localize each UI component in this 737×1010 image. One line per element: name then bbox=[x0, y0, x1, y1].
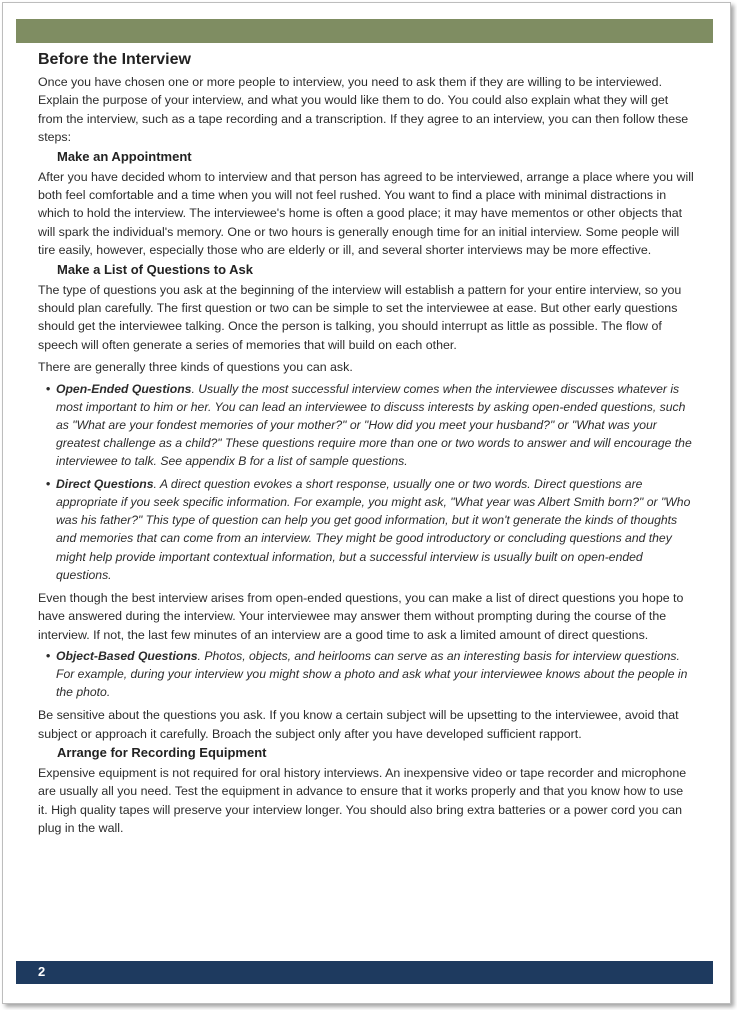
sensitivity-paragraph: Be sensitive about the questions you ask. If you know a certain subject will be upsetting to the interviewee, avoid that subject or approach it carefully. Broach the subject only after you have developed sufficient rapport. bbox=[38, 708, 679, 741]
open-ended-text: . Usually the most successful interview comes when the interviewee discusses whatever is most important to him or her. You can lead an interviewee to discuss interests by asking open-ended questions, such as "What are your fondest memories of your mother?" or "How did you meet your husband?" or "What was your greatest challenge as a child?" These questions require more than one or two words to answer and will encourage the interviewee to talk. See appendix B for a list of sample questions. bbox=[56, 381, 692, 469]
question-kinds-intro: There are generally three kinds of questions you can ask. bbox=[38, 360, 353, 375]
term-direct: Direct Questions bbox=[56, 477, 154, 492]
list-item-direct bbox=[38, 475, 694, 584]
list-item-object-based bbox=[38, 647, 694, 701]
appointment-paragraph: After you have decided whom to interview and that person has agreed to be interviewed, arrange a place where you will both feel comfortable and a time when you will not feel rushed. You want to find a place with minimal distractions in which to hold the interview. The interviewee's home is often a good place; it may have mementos or other objects that will spark the individual's memory. One or two hours is generally enough time for an initial interview. Some people will tire easily, however, especially those who are elderly or ill, and several shorter interviews may be more effective. bbox=[38, 169, 694, 258]
section-heading-questions: Make a List of Questions to Ask bbox=[57, 261, 254, 277]
equipment-paragraph: Expensive equipment is not required for oral history interviews. An inexpensive video or tape recorder and microphone are usually all you need. Test the equipment in advance to ensure that it works properly and that you know how to use it. High quality tapes will preserve your interview longer. You should also bring extra batteries or a power cord you can plug in the wall. bbox=[38, 766, 687, 836]
term-object-based: Object-Based Questions bbox=[56, 648, 198, 663]
object-based-text: . Photos, objects, and heirlooms can serve as an interesting basis for interview questions. For example, during your interview you might show a photo and ask what your interviewee knows about the people in the photo. bbox=[56, 648, 688, 700]
page-title: Before the Interview bbox=[38, 51, 191, 68]
page-number: 2 bbox=[38, 964, 46, 979]
intro-paragraph: Once you have chosen one or more people to interview, you need to ask them if they are willing to be interviewed. Explain the purpose of your interview, and what you would like them to do. You could also explain what they will get from the interview, such as a tape recording and a transcription. If they agree to an interview, you can then follow these steps: bbox=[38, 75, 689, 145]
section-heading-equipment: Arrange for Recording Equipment bbox=[57, 745, 267, 761]
bullet-icon: • bbox=[46, 477, 51, 492]
footer-band bbox=[16, 961, 713, 984]
direct-followup-paragraph: Even though the best interview arises from open-ended questions, you can make a list of direct questions you hope to have answered during the interview. Your interviewee may answer them without prompting during the course of the interview. If not, the last few minutes of an interview are a good time to ask a limited amount of direct questions. bbox=[38, 590, 684, 642]
page-content bbox=[38, 50, 694, 838]
direct-text: . A direct question evokes a short response, usually one or two words. Direct questions are appropriate if you seek specific information. For example, you might ask, "What year was Albert Smith born?" or "Who was his father?" This type of question can help you get good information, but it won't generate the kinds of thoughts and memories that can come from an interview. They might be good introductory or concluding questions and they might help provide important contextual information, but a successful interview is usually built on open-ended questions. bbox=[56, 477, 691, 582]
question-kinds-list-continued bbox=[38, 647, 694, 701]
bullet-icon: • bbox=[46, 648, 51, 663]
list-item-open-ended bbox=[38, 380, 694, 470]
question-kinds-list bbox=[38, 380, 694, 584]
term-open-ended: Open-Ended Questions bbox=[56, 381, 192, 396]
questions-paragraph: The type of questions you ask at the beginning of the interview will establish a pattern for your entire interview, so you should plan carefully. The first question or two can be simple to set the interviewee at ease. But other early questions should get the interviewee talking. Once the person is talking, you should interrupt as little as possible. The flow of speech will often generate a series of memories that will build on each other. bbox=[38, 282, 682, 352]
bullet-icon: • bbox=[46, 381, 51, 396]
section-heading-appointment: Make an Appointment bbox=[57, 148, 192, 164]
header-band bbox=[16, 19, 713, 43]
